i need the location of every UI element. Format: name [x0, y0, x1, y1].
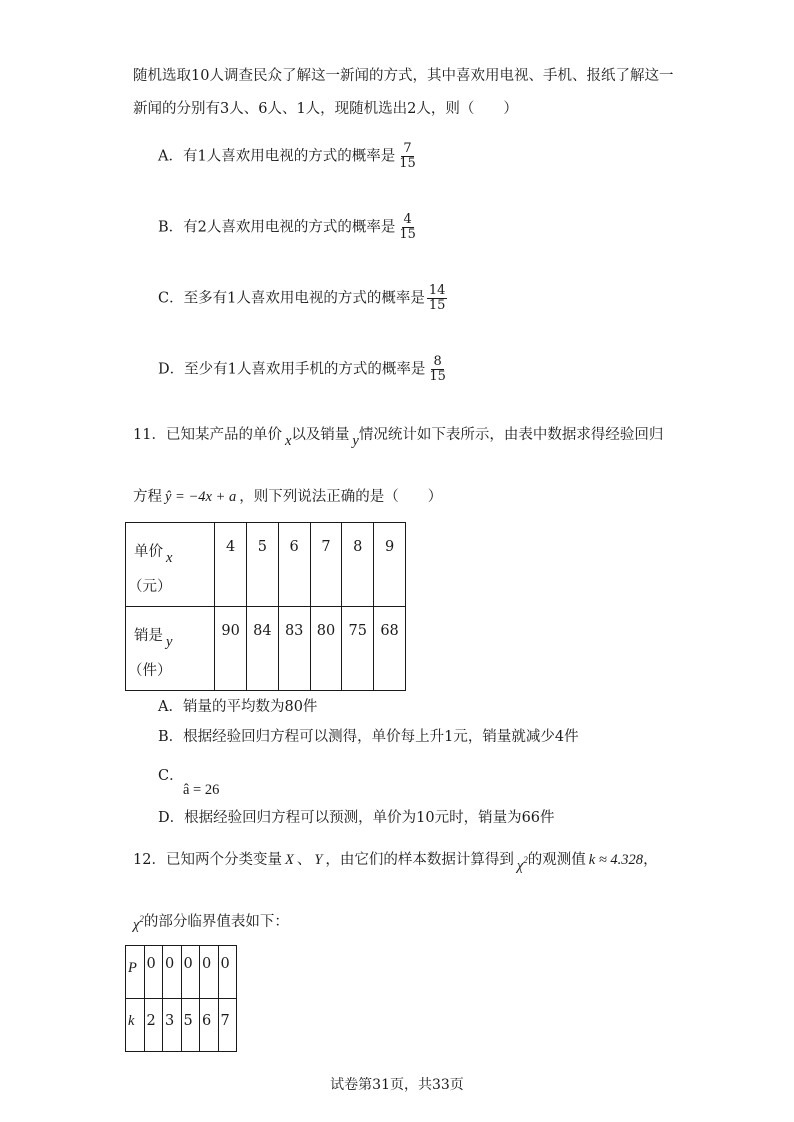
cell: 6: [200, 999, 219, 1052]
intro-line-2: 新闻的分别有3人、6人、1人，现随机选出2人，则（ ）: [133, 101, 518, 117]
price-cell: 6: [278, 523, 310, 607]
cell: P: [126, 946, 145, 999]
table-row-k: [126, 999, 237, 1052]
fraction: $\frac{8}{15}$: [429, 354, 446, 384]
q12-stem-line-1: 12．已知两个分类变量 X 、 Y ，由它们的样本数据计算得到 $\chi^2$的观测值 k ≈ 4.328，: [133, 852, 658, 874]
regression-equation: ŷ = −4x + a: [165, 489, 237, 505]
row-label-sales: 销是 y （件）: [126, 607, 215, 691]
q11-option-a: A．销量的平均数为80件: [158, 699, 318, 715]
sales-cell: 68: [374, 607, 406, 691]
price-sales-table: [125, 522, 406, 691]
q11-option-c-label: C．: [158, 768, 184, 784]
table-row-price: [126, 523, 406, 607]
cell: 0: [218, 946, 237, 999]
q11-option-b: B．根据经验回归方程可以测得，单价每上升1元，销量就减少4件: [158, 729, 579, 745]
sales-cell: 80: [310, 607, 342, 691]
row-label-price: 单价 x （元）: [126, 523, 215, 607]
q10-option-b: B．有2人喜欢用电视的方式的概率是 $\frac{4}{15}$: [158, 212, 416, 242]
chi-square-symbol: $\chi^2$: [133, 914, 144, 933]
q11-option-d: D．根据经验回归方程可以预测，单价为10元时，销量为66件: [158, 810, 555, 826]
q11-option-c-math: â = 26: [183, 782, 220, 798]
cell: 0: [181, 946, 200, 999]
sales-cell: 90: [215, 607, 247, 691]
q10-option-d: D．至少有1人喜欢用手机的方式的概率是 $\frac{8}{15}$: [158, 354, 446, 384]
price-cell: 4: [215, 523, 247, 607]
fraction: $\frac{7}{15}$: [399, 141, 416, 171]
price-cell: 7: [310, 523, 342, 607]
cell: 2: [144, 999, 163, 1052]
cell: 0: [144, 946, 163, 999]
q12-stem-line-2: $\chi^2$的部分临界值表如下：: [133, 914, 289, 933]
cell: 0: [200, 946, 219, 999]
table-row-p: [126, 946, 237, 999]
intro-line-1: 随机选取10人调查民众了解这一新闻的方式，其中喜欢用电视、手机、报纸了解这一: [133, 68, 674, 84]
cell: 3: [163, 999, 182, 1052]
price-cell: 8: [342, 523, 374, 607]
fraction: $\frac{14}{15}$: [428, 283, 446, 313]
q11-stem-line-1: 11．已知某产品的单价 x以及销量 y情况统计如下表所示，由表中数据求得经验回归: [133, 427, 664, 449]
sales-cell: 75: [342, 607, 374, 691]
chi-square-symbol: $\chi^2$: [516, 855, 528, 874]
cell: 0: [163, 946, 182, 999]
cell: k: [126, 999, 145, 1052]
q11-stem-line-2: 方程 ŷ = −4x + a ，则下列说法正确的是（ ）: [133, 489, 443, 505]
price-cell: 5: [247, 523, 279, 607]
cell: 5: [181, 999, 200, 1052]
fraction: $\frac{4}{15}$: [399, 212, 416, 242]
cell: 7: [218, 999, 237, 1052]
q10-option-a: A．有1人喜欢用电视的方式的概率是 $\frac{7}{15}$: [158, 141, 416, 171]
sales-cell: 84: [247, 607, 279, 691]
q10-option-c: C．至多有1人喜欢用电视的方式的概率是 $\frac{14}{15}$: [158, 283, 446, 313]
price-cell: 9: [374, 523, 406, 607]
sales-cell: 83: [278, 607, 310, 691]
table-row-sales: [126, 607, 406, 691]
page-footer: 试卷第31页，共33页: [330, 1077, 464, 1093]
critical-value-table: [125, 945, 237, 1052]
